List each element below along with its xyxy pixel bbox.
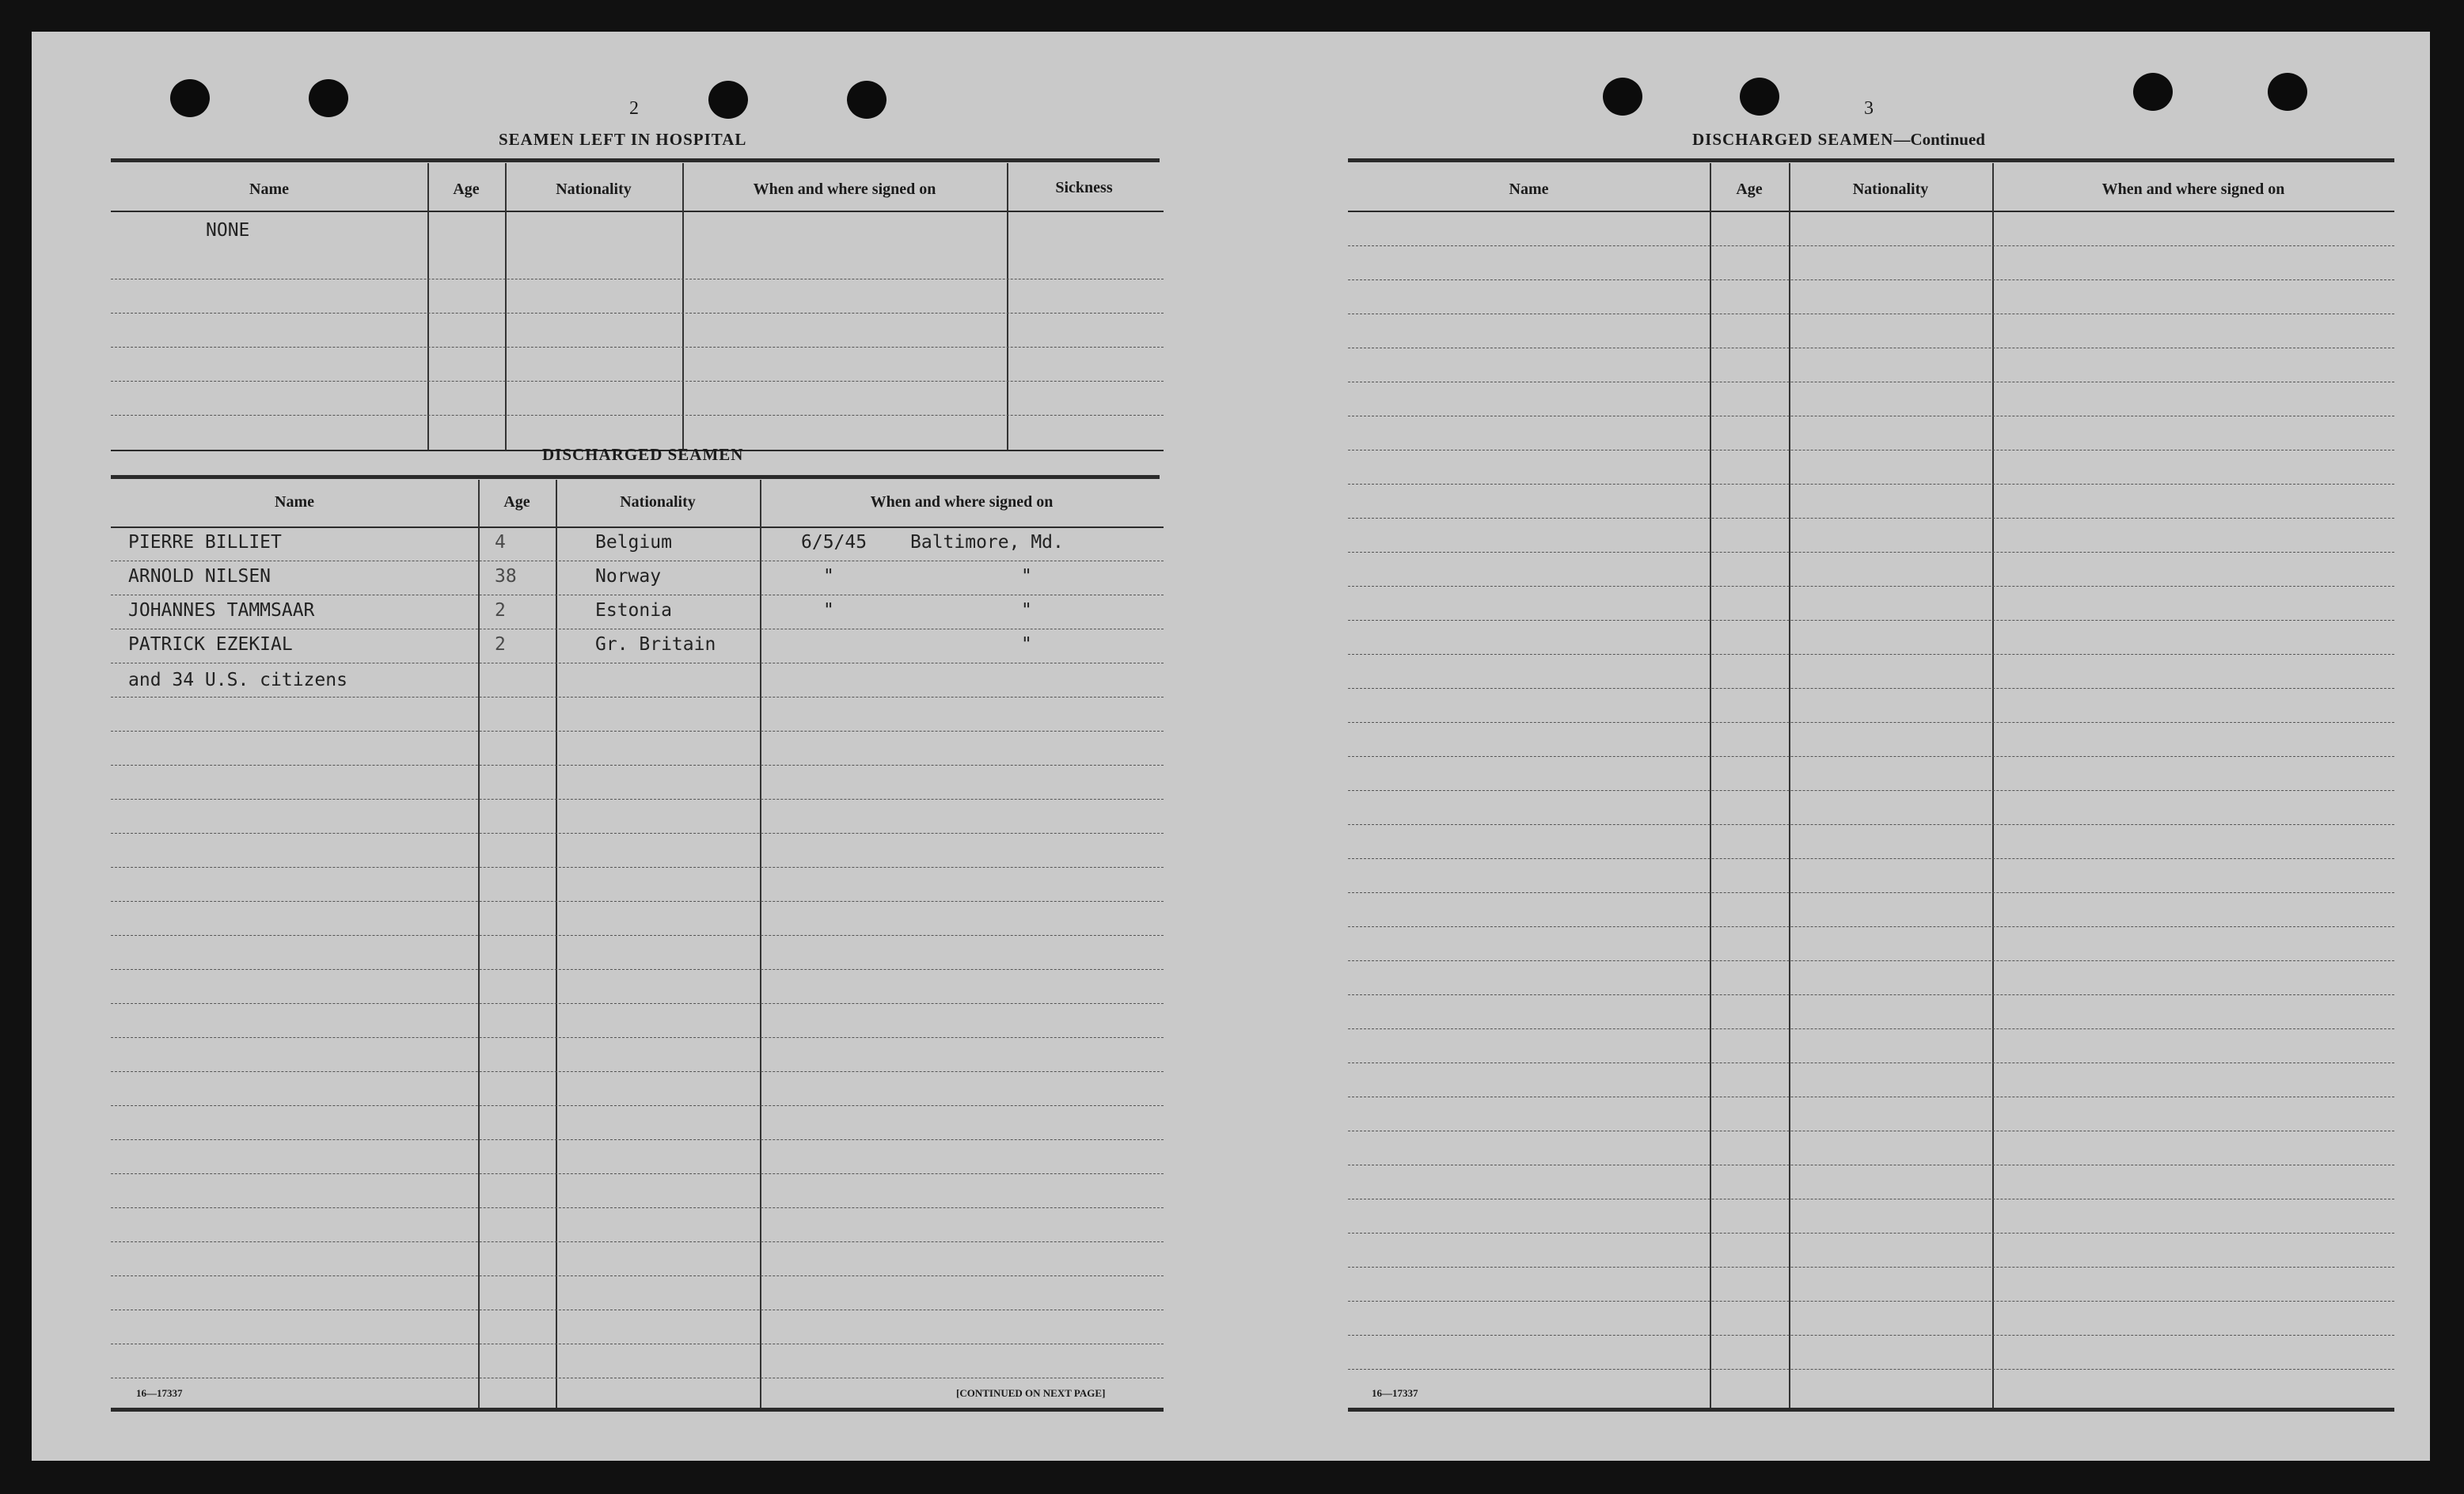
discharged-entry-age: 2 xyxy=(495,634,506,655)
row-line xyxy=(1348,994,2394,995)
row-line xyxy=(111,697,1164,698)
row-line xyxy=(111,731,1164,732)
row-line xyxy=(111,833,1164,834)
row-line xyxy=(111,1241,1164,1242)
discharged-entry-date: " xyxy=(823,566,834,587)
page-number: 3 xyxy=(1864,98,1874,119)
row-line xyxy=(1348,756,2394,757)
hospital-top-rule xyxy=(111,158,1160,162)
discharged-entry-nationality: Norway xyxy=(595,566,662,587)
row-line xyxy=(1348,1028,2394,1029)
right-page xyxy=(1282,32,2430,1461)
document-sheet xyxy=(32,32,2430,1461)
hospital-col-name: Name xyxy=(249,181,289,198)
discharged-col-signed-on: When and where signed on xyxy=(870,493,1054,511)
row-line xyxy=(111,867,1164,868)
row-line xyxy=(1348,279,2394,280)
hospital-col-signed-on: When and where signed on xyxy=(753,181,936,198)
row-line xyxy=(1348,1369,2394,1370)
discharged-top-rule xyxy=(111,475,1160,479)
hospital-section-title: SEAMEN LEFT IN HOSPITAL xyxy=(499,130,747,149)
discharged-entry-name: ARNOLD NILSEN xyxy=(128,566,271,587)
row-line xyxy=(111,1071,1164,1072)
col-divider xyxy=(1789,163,1790,1408)
punch-hole xyxy=(309,79,348,117)
row-line xyxy=(111,381,1164,382)
row-line xyxy=(111,765,1164,766)
discharged-entry-name: and 34 U.S. citizens xyxy=(128,670,347,690)
punch-hole xyxy=(170,79,210,117)
hospital-header-rule xyxy=(111,211,1164,212)
row-line xyxy=(1348,1301,2394,1302)
row-line xyxy=(111,1105,1164,1106)
form-number: 16—17337 xyxy=(136,1387,183,1399)
row-line xyxy=(1348,586,2394,587)
discharged-cont-col-age: Age xyxy=(1736,181,1763,198)
form-number: 16—17337 xyxy=(1372,1387,1418,1399)
col-divider xyxy=(556,480,557,1408)
col-divider xyxy=(1992,163,1994,1408)
col-divider xyxy=(760,480,761,1408)
row-line xyxy=(111,313,1164,314)
row-line xyxy=(1348,926,2394,927)
row-line xyxy=(1348,620,2394,621)
row-line xyxy=(111,1003,1164,1004)
row-line xyxy=(1348,552,2394,553)
row-line xyxy=(1348,790,2394,791)
row-line xyxy=(111,935,1164,936)
row-line xyxy=(1348,960,2394,961)
discharged-entry-date: " xyxy=(823,600,834,621)
discharged-cont-col-name: Name xyxy=(1509,181,1549,198)
discharged-header-rule xyxy=(111,527,1164,528)
discharged-entry-name: JOHANNES TAMMSAAR xyxy=(128,600,315,621)
discharged-cont-top-rule xyxy=(1348,158,2394,162)
row-line xyxy=(1348,245,2394,246)
row-line xyxy=(1348,654,2394,655)
row-line xyxy=(1348,484,2394,485)
row-line xyxy=(111,415,1164,416)
row-line xyxy=(111,1139,1164,1140)
row-line xyxy=(1348,892,2394,893)
discharged-cont-bottom-rule xyxy=(1348,1408,2394,1412)
row-line xyxy=(1348,1233,2394,1234)
discharged-entry-place: Baltimore, Md. xyxy=(910,532,1064,553)
continued-note: [CONTINUED ON NEXT PAGE] xyxy=(956,1387,1106,1399)
punch-hole xyxy=(1740,78,1779,116)
row-line xyxy=(111,1207,1164,1208)
row-line xyxy=(111,1037,1164,1038)
discharged-cont-header-rule xyxy=(1348,211,2394,212)
discharged-cont-col-signed-on: When and where signed on xyxy=(2101,181,2285,198)
discharged-section-title: DISCHARGED SEAMEN xyxy=(542,445,744,464)
page-number: 2 xyxy=(629,98,639,119)
discharged-col-name: Name xyxy=(275,493,314,511)
discharged-entry-name: PIERRE BILLIET xyxy=(128,532,282,553)
col-divider xyxy=(682,163,684,450)
row-line xyxy=(1348,1335,2394,1336)
discharged-col-nationality: Nationality xyxy=(620,493,696,511)
discharged-entry-nationality: Gr. Britain xyxy=(595,634,716,655)
discharged-entry-place: " xyxy=(1021,634,1032,655)
hospital-col-age: Age xyxy=(453,181,480,198)
discharged-entry-date: 6/5/45 xyxy=(801,532,868,553)
col-divider xyxy=(427,163,429,450)
discharged-entry-nationality: Belgium xyxy=(595,532,672,553)
discharged-bottom-rule xyxy=(111,1408,1164,1412)
discharged-entry-name: PATRICK EZEKIAL xyxy=(128,634,293,655)
col-divider xyxy=(1007,163,1008,450)
discharged-entry-place: " xyxy=(1021,600,1032,621)
punch-hole xyxy=(847,81,887,119)
discharged-continued-title: DISCHARGED SEAMEN—Continued xyxy=(1692,130,1985,149)
discharged-col-age: Age xyxy=(503,493,530,511)
row-line xyxy=(1348,1267,2394,1268)
discharged-entry-age: 4 xyxy=(495,532,506,553)
discharged-cont-col-nationality: Nationality xyxy=(1852,181,1929,198)
col-divider xyxy=(505,163,507,450)
punch-hole xyxy=(708,81,748,119)
discharged-entry-place: " xyxy=(1021,566,1032,587)
col-divider xyxy=(478,480,480,1408)
col-divider xyxy=(1710,163,1711,1408)
row-line xyxy=(111,1275,1164,1276)
row-line xyxy=(1348,518,2394,519)
hospital-col-nationality: Nationality xyxy=(556,181,632,198)
row-line xyxy=(111,969,1164,970)
row-line xyxy=(1348,722,2394,723)
row-line xyxy=(111,1173,1164,1174)
hospital-col-sickness: Sickness xyxy=(1055,179,1113,196)
discharged-entry-age: 2 xyxy=(495,600,506,621)
punch-hole xyxy=(1603,78,1642,116)
punch-hole xyxy=(2133,73,2173,111)
row-line xyxy=(111,347,1164,348)
left-page xyxy=(32,32,1219,1461)
punch-hole xyxy=(2268,73,2307,111)
row-line xyxy=(1348,688,2394,689)
discharged-entry-nationality: Estonia xyxy=(595,600,672,621)
row-line xyxy=(1348,824,2394,825)
row-line xyxy=(111,901,1164,902)
discharged-entry-age: 38 xyxy=(495,566,517,587)
row-line xyxy=(1348,858,2394,859)
row-line xyxy=(111,799,1164,800)
hospital-entry-name: NONE xyxy=(206,220,250,241)
